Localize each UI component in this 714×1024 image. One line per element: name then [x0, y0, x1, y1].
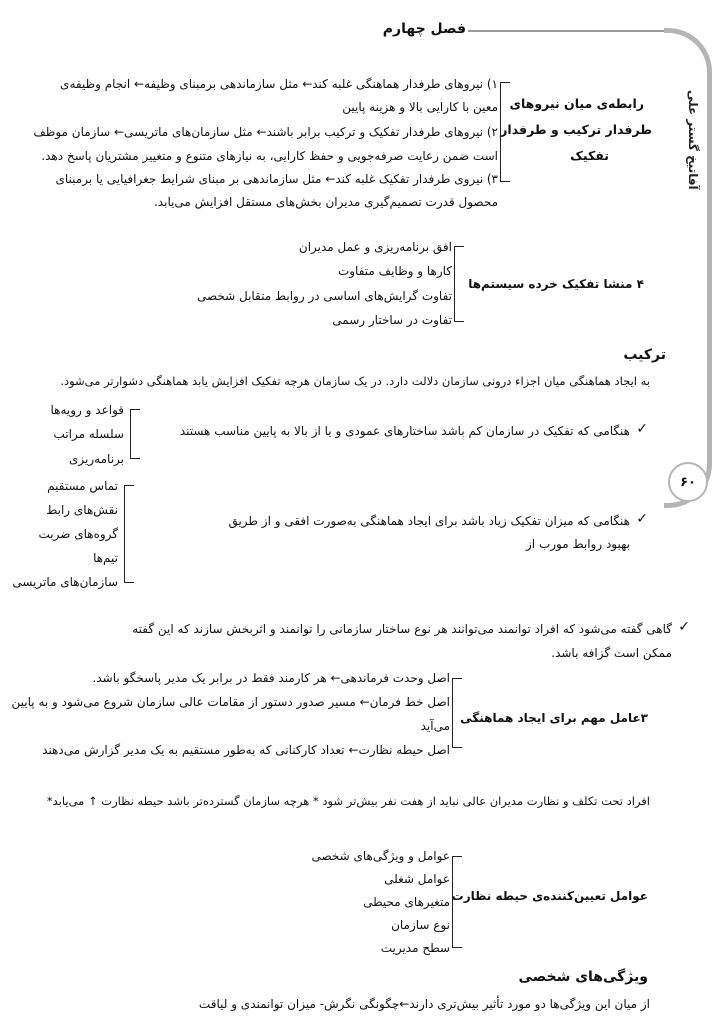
bullet2-item1: تماس مستقیم: [47, 479, 118, 493]
section1-item3-cont: محصول قدرت تصمیم‌گیری مدیران بخش‌های مستقل افزایش می‌یابد.: [153, 195, 498, 209]
section4-item2: اصل خط فرمان← مسیر صدور دستور از مقامات عالی سازمان شروع می‌شود و به پایین: [11, 695, 450, 709]
section4-bracket: [452, 678, 462, 748]
section5-item5: سطح مدیریت: [380, 941, 450, 955]
section3-intro: به ایجاد هماهنگی میان اجزاء درونی سازمان دلالت دارد. در یک سازمان هرچه تفکیک افزایش یابد هماهنگی دشوارتر می‌شود.: [60, 374, 650, 388]
bullet2-bracket: [124, 485, 134, 583]
section6-heading: ویژگی‌های شخصی: [518, 969, 648, 985]
section1-item1-cont: معین با کارایی بالا و هزینه پایین: [342, 100, 498, 114]
bullet2-item3: گروه‌های ضربت: [38, 527, 118, 541]
side-label: آفاتیخ گستر علی: [686, 90, 700, 190]
section3-bullet3-line1: گاهی گفته می‌شود که افراد توانمند می‌توانند هر نوع ساختار سازمانی را توانمند و اثربخش سازند که این گفته: [132, 622, 672, 636]
section1-item2-cont: است ضمن رعایت صرفه‌جویی و حفظ کارایی، به نیازهای متنوع و متغییر مشتریان پاسخ دهد.: [41, 149, 498, 163]
section5-title: عوامل تعیین‌کننده‌ی حیطه نظارت: [451, 889, 648, 903]
section3-bullet2-line1: هنگامی که میزان تفکیک زیاد باشد برای ایجاد هماهنگی به‌صورت افقی و از طریق: [228, 514, 630, 528]
section4-item1: اصل وحدت فرماندهی← هر کارمند فقط در برابر یک مدیر پاسخگو باشد.: [92, 671, 450, 685]
section1-title-line1: رابطه‌ی میان نیروهای: [509, 96, 644, 111]
section1-item1: ۱) نیروهای طرفدار هماهنگی غلبه کند← مثل سازماندهی برمبنای وظیفه← انجام وظیفه‌ی: [60, 77, 498, 91]
bullet2-item2: نقش‌های رابط: [46, 503, 118, 517]
section2-item1: افق برنامه‌ریزی و عمل مدیران: [298, 240, 452, 254]
check-icon: ✓: [636, 421, 648, 437]
header-divider: [468, 30, 678, 32]
section1-title-line3: تفکیک: [570, 148, 609, 163]
section3-heading: ترکیب: [623, 347, 666, 363]
section5-item4: نوع سازمان: [391, 918, 450, 932]
section2-item4: تفاوت در ساختار رسمی: [332, 313, 452, 327]
bullet1-item2: سلسله مراتب: [53, 427, 124, 441]
section5-item1: عوامل و ویژگی‌های شخصی: [311, 849, 450, 863]
section6-text: از میان این ویژگی‌ها دو مورد تأثیر بیش‌تری دارند←چگونگی نگرش- میزان توانمندی و لیاقت: [198, 997, 650, 1011]
section1-item2: ۲) نیروهای طرفدار تفکیک و ترکیب برابر باشند← مثل سازمان‌های ماتریسی← سازمان موظف: [33, 125, 498, 139]
bullet2-item5: سازمان‌های ماتریسی: [12, 575, 118, 589]
section5-item3: متغیرهای محیطی: [363, 895, 450, 909]
section5-bracket: [452, 856, 462, 948]
section2-bracket: [454, 246, 464, 322]
section4-title: ۳عامل مهم برای ایجاد هماهنگی: [460, 711, 648, 725]
check-icon: ✓: [678, 619, 690, 635]
bullet1-item1: قواعد و رویه‌ها: [50, 403, 124, 417]
section3-bullet2-line2: بهبود روابط مورب از: [526, 537, 630, 551]
bullet1-bracket: [130, 409, 140, 459]
section1-bracket: [500, 82, 510, 182]
section2-item3: تفاوت گرایش‌های اساسی در روابط متقابل شخصی: [196, 289, 452, 303]
chapter-title: فصل چهارم: [382, 21, 466, 37]
section5-item2: عوامل شغلی: [384, 872, 450, 886]
section4-item3: اصل حیطه نظارت← تعداد کارکنانی که به‌طور مستقیم به یک مدیر گزارش می‌دهند: [42, 743, 450, 757]
section2-item2: کارها و وظایف متفاوت: [337, 264, 452, 278]
check-icon: ✓: [636, 511, 648, 527]
bullet2-item4: تیم‌ها: [93, 551, 118, 565]
section1-title-line2: طرفدار ترکیب و طرفدار: [500, 122, 652, 137]
section3-bullet3-line2: ممکن است گزافه باشد.: [551, 646, 672, 660]
section2-title: ۴ منشا تفکیک خرده سیستم‌ها: [468, 277, 644, 291]
page-number: ۶۰: [668, 462, 708, 502]
section4-note: افراد تحت تکلف و نظارت مدیران عالی نباید از هفت نفر بیش‌تر شود * هرچه سازمان گسترده‌تر باشد حیطه نظارت ↑ می‌یابد*: [46, 794, 650, 808]
section3-bullet1: هنگامی که تفکیک در سازمان کم باشد ساختارهای عمودی و یا از بالا به پایین مناسب هستند: [179, 424, 630, 438]
section1-item3: ۳) نیروی طرفدار تفکیک غلبه کند← مثل سازماندهی بر مبنای شرایط جغرافیایی یا برمبنای: [55, 172, 498, 186]
section4-item2-cont: می‌آید: [420, 719, 450, 733]
bullet1-item3: برنامه‌ریزی: [69, 452, 124, 466]
